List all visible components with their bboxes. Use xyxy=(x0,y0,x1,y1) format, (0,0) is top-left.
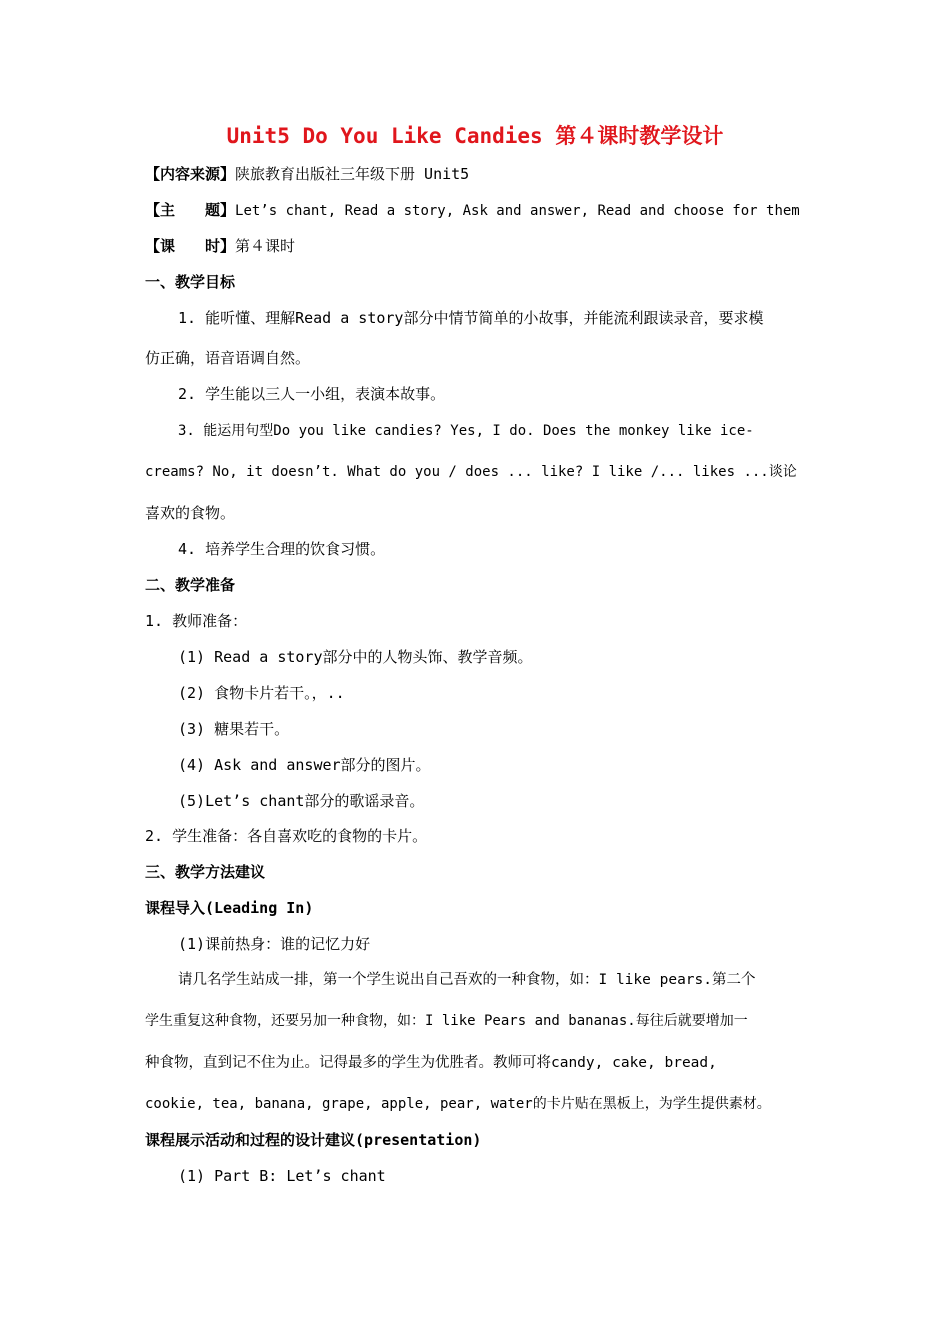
topic-value: Let’s chant, Read a story, Ask and answer, Read and choose for them xyxy=(235,203,800,219)
prep-student: 2. 学生准备：各自喜欢吃的食物的卡片。 xyxy=(145,827,428,845)
goal-3-line-b: creams? No, it doesn’t. What do you / does ... like? I like /... likes ...谈论 xyxy=(145,464,797,480)
presentation-heading: 课程展示活动和过程的设计建议(presentation) xyxy=(145,1131,482,1149)
warmup-para-line-c: 种食物，直到记不住为止。记得最多的学生为优胜者。教师可将candy, cake, bread, xyxy=(145,1055,717,1071)
meta-topic xyxy=(145,200,810,221)
leading-in-heading: 课程导入(Leading In) xyxy=(145,899,314,917)
source-label: 【内容来源】 xyxy=(145,165,236,183)
goal-2: 2. 学生能以三人一小组，表演本故事。 xyxy=(178,385,446,403)
part-b-chant: (1) Part B: Let’s chant xyxy=(178,1167,386,1185)
source-value: 陕旅教育出版社三年级下册 Unit5 xyxy=(235,165,470,183)
prep-item-2: (2) 食物卡片若干。，.. xyxy=(178,684,345,702)
document-title: Unit5 Do You Like Candies 第４课时教学设计 xyxy=(226,124,724,148)
goal-1-line-a: 1. 能听懂、理解Read a story部分中情节简单的小故事，并能流利跟读录音，要求模 xyxy=(178,309,764,327)
section-heading-goals: 一、教学目标 xyxy=(145,273,236,291)
meta-period xyxy=(145,236,810,256)
warmup-para-line-b: 学生重复这种食物，还要另加一种食物，如：I like Pears and bananas.每往后就要增加一 xyxy=(145,1013,748,1029)
meta-source xyxy=(145,164,810,184)
goal-4: 4. 培养学生合理的饮食习惯。 xyxy=(178,540,386,558)
section-heading-methods: 三、教学方法建议 xyxy=(145,863,266,881)
period-label: 【课 时】 xyxy=(145,237,236,255)
goal-1-line-b: 仿正确，语音语调自然。 xyxy=(145,349,311,367)
section-heading-preparation: 二、教学准备 xyxy=(145,576,236,594)
warmup-para-line-a: 请几名学生站成一排，第一个学生说出自己吾欢的一种食物，如：I like pears.第二个 xyxy=(178,972,756,988)
prep-item-1: (1) Read a story部分中的人物头饰、教学音频。 xyxy=(178,648,533,666)
prep-item-5: (5)Let’s chant部分的歌谣录音。 xyxy=(178,792,425,810)
period-value: 第４课时 xyxy=(235,237,296,255)
warmup-para-line-d: cookie, tea, banana, grape, apple, pear, water的卡片贴在黑板上，为学生提供素材。 xyxy=(145,1096,771,1112)
prep-teacher: 1. 教师准备： xyxy=(145,612,248,630)
topic-label: 【主 题】 xyxy=(145,201,236,219)
goal-3-line-a: 3. 能运用句型Do you like candies? Yes, I do. Does the monkey like ice- xyxy=(178,423,754,439)
goal-3-line-c: 喜欢的食物。 xyxy=(145,504,236,522)
prep-item-4: (4) Ask and answer部分的图片。 xyxy=(178,756,431,774)
warmup-line: (1)课前热身：谁的记忆力好 xyxy=(178,935,371,953)
prep-item-3: (3) 糖果若干。 xyxy=(178,720,290,738)
